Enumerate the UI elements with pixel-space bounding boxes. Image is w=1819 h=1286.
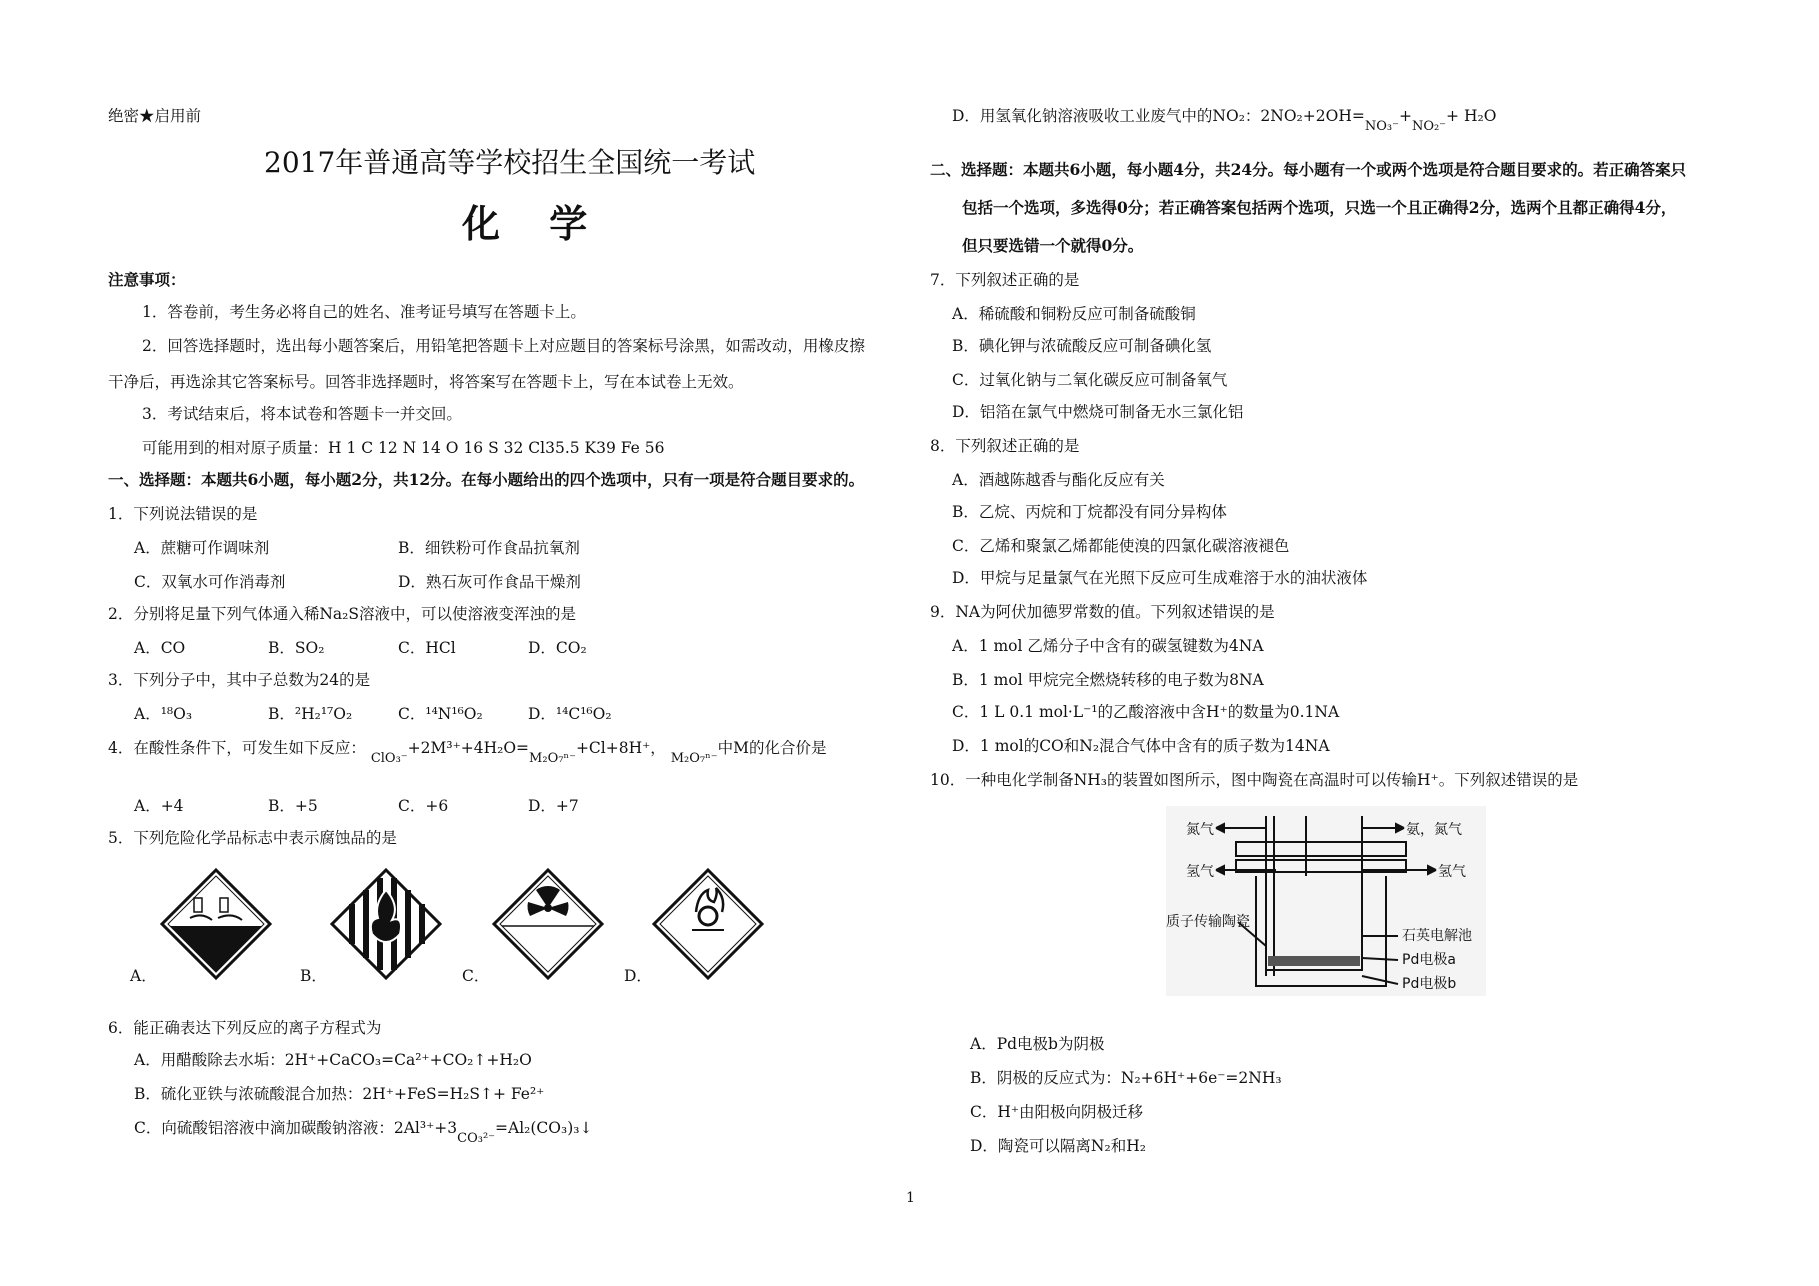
q2-option-d: D．CO₂ bbox=[528, 639, 587, 657]
oxidizer-sign-icon bbox=[652, 868, 764, 980]
section-1-heading: 一、选择题：本题共6小题，每小题2分，共12分。在每小题给出的四个选项中，只有一项是符合题目要求的。 bbox=[108, 470, 865, 489]
label-pd-b: Pd电极b bbox=[1402, 976, 1457, 992]
q4-stem-text: 4．在酸性条件下，可发生如下反应： bbox=[108, 739, 366, 757]
q8-option-d: D．甲烷与足量氯气在光照下反应可生成难溶于水的油状液体 bbox=[952, 569, 1368, 587]
q7-option-b: B．碘化钾与浓硫酸反应可制备碘化氢 bbox=[952, 337, 1212, 355]
q4-option-a: A．+4 bbox=[134, 797, 184, 815]
q4-option-c: C．+6 bbox=[398, 797, 449, 815]
q4-eq-rest: +Cl+8H⁺， bbox=[575, 739, 666, 757]
q4-eq-question: 中M的化合价是 bbox=[717, 739, 827, 757]
q5-option-d: D． bbox=[624, 967, 652, 985]
q3-option-c: C．¹⁴N¹⁶O₂ bbox=[398, 705, 483, 723]
q9-option-c: C．1 L 0.1 mol·L⁻¹的乙酸溶液中含H⁺的数量为0.1NA bbox=[952, 703, 1340, 721]
label-nh3-out: 氨，氮气 bbox=[1406, 822, 1462, 838]
note-2b: 干净后，再选涂其它答案标号。回答非选择题时，将答案写在答题卡上，写在本试卷上无效。 bbox=[108, 373, 744, 391]
q6-c-product: =Al₂(CO₃)₃↓ bbox=[495, 1119, 593, 1137]
q4-option-b: B．+5 bbox=[268, 797, 318, 815]
q6-option-c bbox=[134, 1118, 593, 1146]
q1-option-a: A．蔗糖可作调味剂 bbox=[134, 539, 270, 557]
label-quartz-cell: 石英电解池 bbox=[1402, 928, 1472, 944]
q6-d-water: + H₂O bbox=[1446, 107, 1497, 125]
q2-stem: 2．分别将足量下列气体通入稀Na₂S溶液中，可以使溶液变浑浊的是 bbox=[108, 605, 576, 623]
notes-heading: 注意事项： bbox=[108, 270, 186, 289]
q4-stem bbox=[108, 738, 827, 766]
note-3: 3．考试结束后，将本试卷和答题卡一并交回。 bbox=[142, 405, 462, 423]
q9-option-b: B．1 mol 甲烷完全燃烧转移的电子数为8NA bbox=[952, 671, 1264, 689]
flammable-solid-sign-icon bbox=[330, 868, 442, 980]
q6-c-carbonate: CO₃²⁻ bbox=[457, 1131, 496, 1146]
section-2-line-3: 但只要选错一个就得0分。 bbox=[962, 236, 1144, 255]
q6-stem: 6．能正确表达下列反应的离子方程式为 bbox=[108, 1019, 382, 1037]
label-pd-a: Pd电极a bbox=[1402, 952, 1456, 968]
q5-option-b: B． bbox=[300, 967, 327, 985]
q9-stem: 9．NA为阿伏加德罗常数的值。下列叙述错误的是 bbox=[930, 603, 1275, 621]
q4-option-d: D．+7 bbox=[528, 797, 579, 815]
q10-option-a: A．Pd电极b为阴极 bbox=[970, 1035, 1105, 1053]
q3-stem: 3．下列分子中，其中子总数为24的是 bbox=[108, 671, 371, 689]
q7-option-c: C．过氧化钠与二氧化碳反应可制备氧气 bbox=[952, 371, 1228, 389]
q7-stem: 7．下列叙述正确的是 bbox=[930, 271, 1080, 289]
exam-title: 2017年普通高等学校招生全国统一考试 bbox=[264, 146, 756, 179]
q2-option-c: C．HCl bbox=[398, 639, 456, 657]
q10-option-b: B．阴极的反应式为：N₂+6H⁺+6e⁻=2NH₃ bbox=[970, 1069, 1282, 1087]
q1-option-c: C．双氧水可作消毒剂 bbox=[134, 573, 286, 591]
q9-option-d: D．1 mol的CO和N₂混合气体中含有的质子数为14NA bbox=[952, 737, 1330, 755]
label-ceramic: 质子传输陶瓷 bbox=[1166, 914, 1250, 930]
q6-d-text: D．用氢氧化钠溶液吸收工业废气中的NO₂：2NO₂+2OH= bbox=[952, 107, 1365, 125]
q4-eq-species: M₂O₇ⁿ⁻ bbox=[670, 751, 718, 766]
q10-stem: 10．一种电化学制备NH₃的装置如图所示，图中陶瓷在高温时可以传输H⁺。下列叙述错误的是 bbox=[930, 771, 1579, 789]
q6-d-nitrate: NO₃⁻ bbox=[1364, 119, 1399, 134]
q9-option-a: A．1 mol 乙烯分子中含有的碳氢键数为4NA bbox=[952, 637, 1264, 655]
section-2-line-2: 包括一个选项，多选得0分；若正确答案包括两个选项，只选一个且正确得2分，选两个且都正确得4分， bbox=[962, 198, 1677, 217]
q8-stem: 8．下列叙述正确的是 bbox=[930, 437, 1080, 455]
q2-option-b: B．SO₂ bbox=[268, 639, 325, 657]
q6-option-a: A．用醋酸除去水垢：2H⁺+CaCO₃=Ca²⁺+CO₂↑+H₂O bbox=[134, 1051, 532, 1069]
q4-eq-dichromate: M₂O₇ⁿ⁻ bbox=[529, 751, 576, 766]
q7-option-a: A．稀硫酸和铜粉反应可制备硫酸铜 bbox=[952, 305, 1196, 323]
q5-option-c: C． bbox=[462, 967, 490, 985]
section-2-line-1: 二、选择题：本题共6小题，每小题4分，共24分。每小题有一个或两个选项是符合题目要求的。若正确答案只 bbox=[930, 160, 1687, 179]
q8-option-a: A．酒越陈越香与酯化反应有关 bbox=[952, 471, 1165, 489]
q3-option-d: D．¹⁴C¹⁶O₂ bbox=[528, 705, 612, 723]
label-h2-in: 氢气 bbox=[1186, 864, 1214, 880]
q8-option-c: C．乙烯和聚氯乙烯都能使溴的四氯化碳溶液褪色 bbox=[952, 537, 1290, 555]
radioactive-sign-icon bbox=[492, 868, 604, 980]
atomic-masses: 可能用到的相对原子质量：H 1 C 12 N 14 O 16 S 32 Cl35.5 K39 Fe 56 bbox=[142, 439, 665, 457]
secret-label: 绝密★启用前 bbox=[108, 107, 202, 125]
q7-option-d: D．铝箔在氯气中燃烧可制备无水三氯化铝 bbox=[952, 403, 1244, 421]
q6-d-plus: + bbox=[1398, 107, 1412, 125]
q1-option-d: D．熟石灰可作食品干燥剂 bbox=[398, 573, 581, 591]
q2-option-a: A．CO bbox=[134, 639, 186, 657]
q6-d-nitrite: NO₂⁻ bbox=[1411, 119, 1447, 134]
label-h2-out: 氢气 bbox=[1438, 864, 1466, 880]
q4-eq-mid: +2M³⁺+4H₂O= bbox=[407, 739, 530, 757]
corrosive-sign-icon bbox=[160, 868, 272, 980]
q8-option-b: B．乙烷、丙烷和丁烷都没有同分异构体 bbox=[952, 503, 1227, 521]
label-n2-in: 氮气 bbox=[1186, 822, 1214, 838]
note-1: 1．答卷前，考生务必将自己的姓名、准考证号填写在答题卡上。 bbox=[142, 303, 586, 321]
q6-option-b: B．硫化亚铁与浓硫酸混合加热：2H⁺+FeS=H₂S↑+ Fe²⁺ bbox=[134, 1085, 545, 1103]
q1-option-b: B．细铁粉可作食品抗氧剂 bbox=[398, 539, 580, 557]
q6-option-d bbox=[952, 106, 1497, 134]
q5-option-a: A． bbox=[130, 967, 157, 985]
q10-option-d: D．陶瓷可以隔离N₂和H₂ bbox=[970, 1137, 1146, 1155]
q6-c-text: C．向硫酸铝溶液中滴加碳酸钠溶液：2Al³⁺+3 bbox=[134, 1119, 458, 1137]
q5-stem: 5．下列危险化学品标志中表示腐蚀品的是 bbox=[108, 829, 397, 847]
q3-option-b: B．²H₂¹⁷O₂ bbox=[268, 705, 353, 723]
q10-option-c: C．H⁺由阳极向阴极迁移 bbox=[970, 1103, 1144, 1121]
page-number: 1 bbox=[906, 1190, 915, 1206]
electrochemical-cell-diagram bbox=[1166, 806, 1486, 996]
note-2a: 2．回答选择题时，选出每小题答案后，用铅笔把答题卡上对应题目的答案标号涂黑，如需改动，用橡皮擦 bbox=[142, 337, 865, 355]
q1-stem: 1．下列说法错误的是 bbox=[108, 505, 258, 523]
q3-option-a: A．¹⁸O₃ bbox=[134, 705, 193, 723]
q4-eq-chlorate: ClO₃⁻ bbox=[370, 751, 408, 766]
subject-title: 化 学 bbox=[462, 201, 606, 246]
